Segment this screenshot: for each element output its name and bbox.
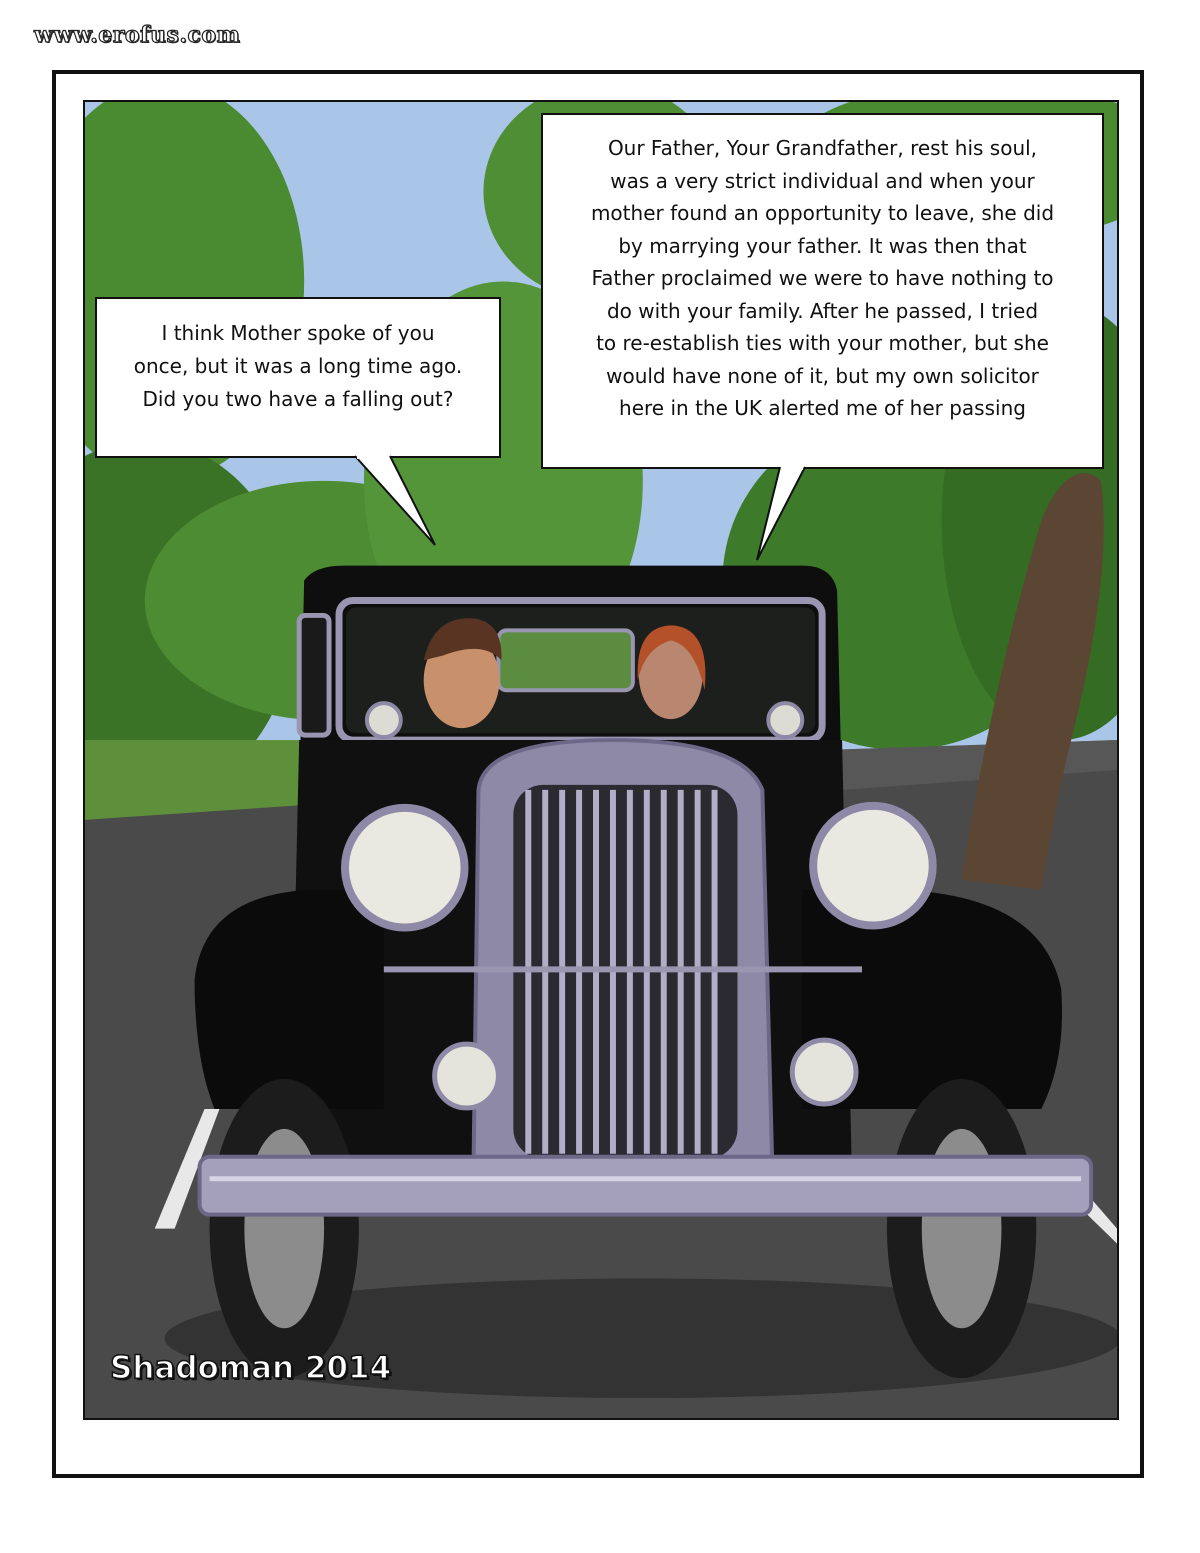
left-fender (195, 890, 384, 1109)
site-watermark: www.erofus.com (34, 22, 241, 48)
speech-bubble-left (95, 297, 501, 458)
left-fog-lamp (435, 1044, 499, 1108)
front-bumper (200, 1157, 1092, 1215)
artist-signature: Shadoman 2014 (110, 1350, 392, 1386)
left-cowl-lamp (367, 703, 401, 737)
speech-text-left: I think Mother spoke of you once, but it was a long time ago. Did you two have a falling out? (133, 321, 463, 411)
right-fog-lamp (792, 1040, 856, 1104)
speech-bubble-right (541, 113, 1104, 469)
right-cowl-lamp (768, 703, 802, 737)
left-headlamp (345, 808, 465, 928)
speech-text-right: Our Father, Your Grandfather, rest his soul, was a very strict individual and when your mother found an opportunity to leave, she did by marrying your father. It was then that Father proclaimed we were to have nothing to do with your family. After he passed, I tried to re-establish ties with your mother, but she would have none of it, but my own solicitor here in the UK alerted me of her passing (590, 136, 1055, 420)
side-window (299, 615, 329, 735)
rear-window (498, 630, 632, 690)
right-headlamp (813, 806, 933, 926)
